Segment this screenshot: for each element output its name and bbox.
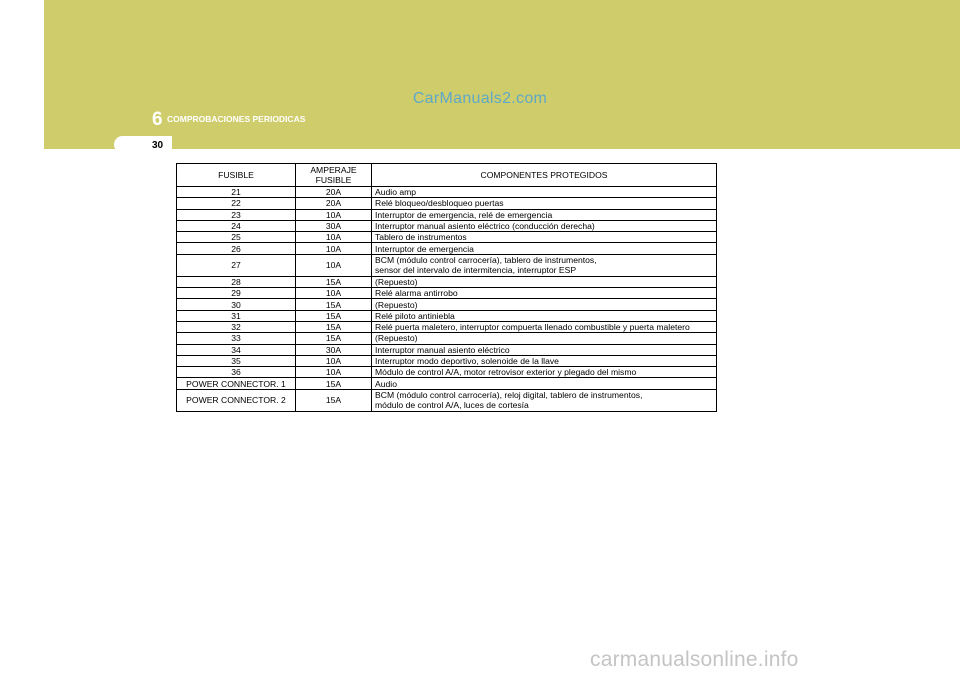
component-line: Relé bloqueo/desbloqueo puertas: [375, 198, 504, 209]
component-line: sensor del intervalo de intermitencia, interruptor ESP: [375, 265, 577, 276]
protected-components: [372, 310, 717, 321]
fuse-amperage: 10A: [296, 243, 372, 254]
header-band: [44, 0, 960, 149]
protected-components: [372, 232, 717, 243]
fuse-amperage: 30A: [296, 220, 372, 231]
component-line: Interruptor manual asiento eléctrico: [375, 344, 510, 355]
protected-components: [372, 187, 717, 198]
site-watermark: CarManuals2.com: [412, 90, 548, 107]
chapter-number: 6: [152, 109, 163, 130]
fuse-amperage: 15A: [296, 378, 372, 389]
fuse-table-body: [177, 187, 717, 412]
component-line: Interruptor modo deportivo, solenoide de la llave: [375, 356, 559, 366]
fuse-amperage: 15A: [296, 389, 372, 411]
fuse-amperage: 10A: [296, 355, 372, 366]
table-row: [177, 333, 717, 344]
fuse-number: 35: [177, 355, 296, 366]
fuse-number: 33: [177, 333, 296, 344]
fuse-number: 30: [177, 299, 296, 310]
table-row: [177, 389, 717, 411]
fuse-amperage: 30A: [296, 344, 372, 355]
header-components: COMPONENTES PROTEGIDOS: [372, 164, 717, 187]
component-line: Audio amp: [375, 187, 417, 198]
footer-watermark: carmanualsonline.info: [590, 648, 799, 671]
table-row: [177, 243, 717, 254]
protected-components: [372, 321, 717, 332]
table-row: [177, 232, 717, 243]
table-row: [177, 299, 717, 310]
component-line: Relé alarma antirrobo: [375, 288, 458, 299]
component-line: Módulo de control A/A, motor retrovisor exterior y plegado del mismo: [375, 367, 637, 378]
fuse-amperage: 20A: [296, 198, 372, 209]
table-row: [177, 321, 717, 332]
component-line: BCM (módulo control carrocería), reloj digital, tablero de instrumentos,: [375, 390, 643, 401]
fuse-amperage: 15A: [296, 299, 372, 310]
fuse-amperage: 15A: [296, 276, 372, 287]
chapter-title: COMPROBACIONES PERIODICAS: [167, 114, 306, 124]
fuse-table: [176, 163, 717, 412]
fuse-amperage: 10A: [296, 254, 372, 276]
protected-components: [372, 209, 717, 220]
table-row: [177, 276, 717, 287]
fuse-number: 34: [177, 344, 296, 355]
table-row: [177, 198, 717, 209]
table-row: [177, 220, 717, 231]
fuse-table-header: [177, 164, 717, 187]
table-row: [177, 355, 717, 366]
fuse-number: 21: [177, 187, 296, 198]
fuse-amperage: 15A: [296, 333, 372, 344]
header-amperage-line1: AMPERAJE: [310, 165, 357, 175]
protected-components: [372, 344, 717, 355]
fuse-amperage: 10A: [296, 232, 372, 243]
protected-components: [372, 389, 717, 411]
fuse-number: POWER CONNECTOR. 2: [177, 389, 296, 411]
fuse-number: POWER CONNECTOR. 1: [177, 378, 296, 389]
component-line: (Repuesto): [375, 333, 418, 344]
table-row: [177, 344, 717, 355]
table-row: [177, 367, 717, 378]
component-line: Relé piloto antiniebla: [375, 310, 455, 321]
header-fuse: FUSIBLE: [177, 164, 296, 187]
fuse-amperage: 15A: [296, 310, 372, 321]
component-line: (Repuesto): [375, 276, 418, 287]
protected-components: [372, 367, 717, 378]
page-number: 30: [152, 140, 164, 151]
component-line: (Repuesto): [375, 299, 418, 310]
component-line: BCM (módulo control carrocería), tablero de instrumentos,: [375, 255, 597, 266]
component-line: Relé puerta maletero, interruptor compuerta llenado combustible y puerta maletero: [375, 322, 690, 333]
fuse-number: 31: [177, 310, 296, 321]
fuse-number: 36: [177, 367, 296, 378]
fuse-amperage: 10A: [296, 367, 372, 378]
table-row: [177, 254, 717, 276]
component-line: Interruptor manual asiento eléctrico (conducción derecha): [375, 221, 595, 232]
fuse-number: 24: [177, 220, 296, 231]
fuse-amperage: 10A: [296, 209, 372, 220]
fuse-number: 27: [177, 254, 296, 276]
component-line: Interruptor de emergencia: [375, 243, 474, 254]
protected-components: [372, 378, 717, 389]
fuse-number: 32: [177, 321, 296, 332]
protected-components: [372, 355, 717, 366]
table-row: [177, 209, 717, 220]
protected-components: [372, 276, 717, 287]
fuse-number: 29: [177, 288, 296, 299]
fuse-number: 22: [177, 198, 296, 209]
fuse-number: 23: [177, 209, 296, 220]
protected-components: [372, 333, 717, 344]
fuse-number: 28: [177, 276, 296, 287]
protected-components: [372, 299, 717, 310]
component-line: Interruptor de emergencia, relé de emergencia: [375, 209, 553, 220]
fuse-amperage: 15A: [296, 321, 372, 332]
fuse-amperage: 10A: [296, 288, 372, 299]
table-row: [177, 288, 717, 299]
table-row: [177, 310, 717, 321]
protected-components: [372, 288, 717, 299]
header-amperage: [296, 164, 372, 187]
fuse-number: 26: [177, 243, 296, 254]
component-line: Audio: [375, 378, 397, 389]
page-number-tab: [114, 136, 172, 153]
header-amperage-line2: FUSIBLE: [315, 175, 352, 185]
protected-components: [372, 220, 717, 231]
table-row: [177, 378, 717, 389]
fuse-amperage: 20A: [296, 187, 372, 198]
fuse-number: 25: [177, 232, 296, 243]
table-row: [177, 187, 717, 198]
protected-components: [372, 198, 717, 209]
protected-components: [372, 243, 717, 254]
component-line: módulo de control A/A, luces de cortesía: [375, 400, 529, 411]
protected-components: [372, 254, 717, 276]
component-line: Tablero de instrumentos: [375, 232, 467, 243]
